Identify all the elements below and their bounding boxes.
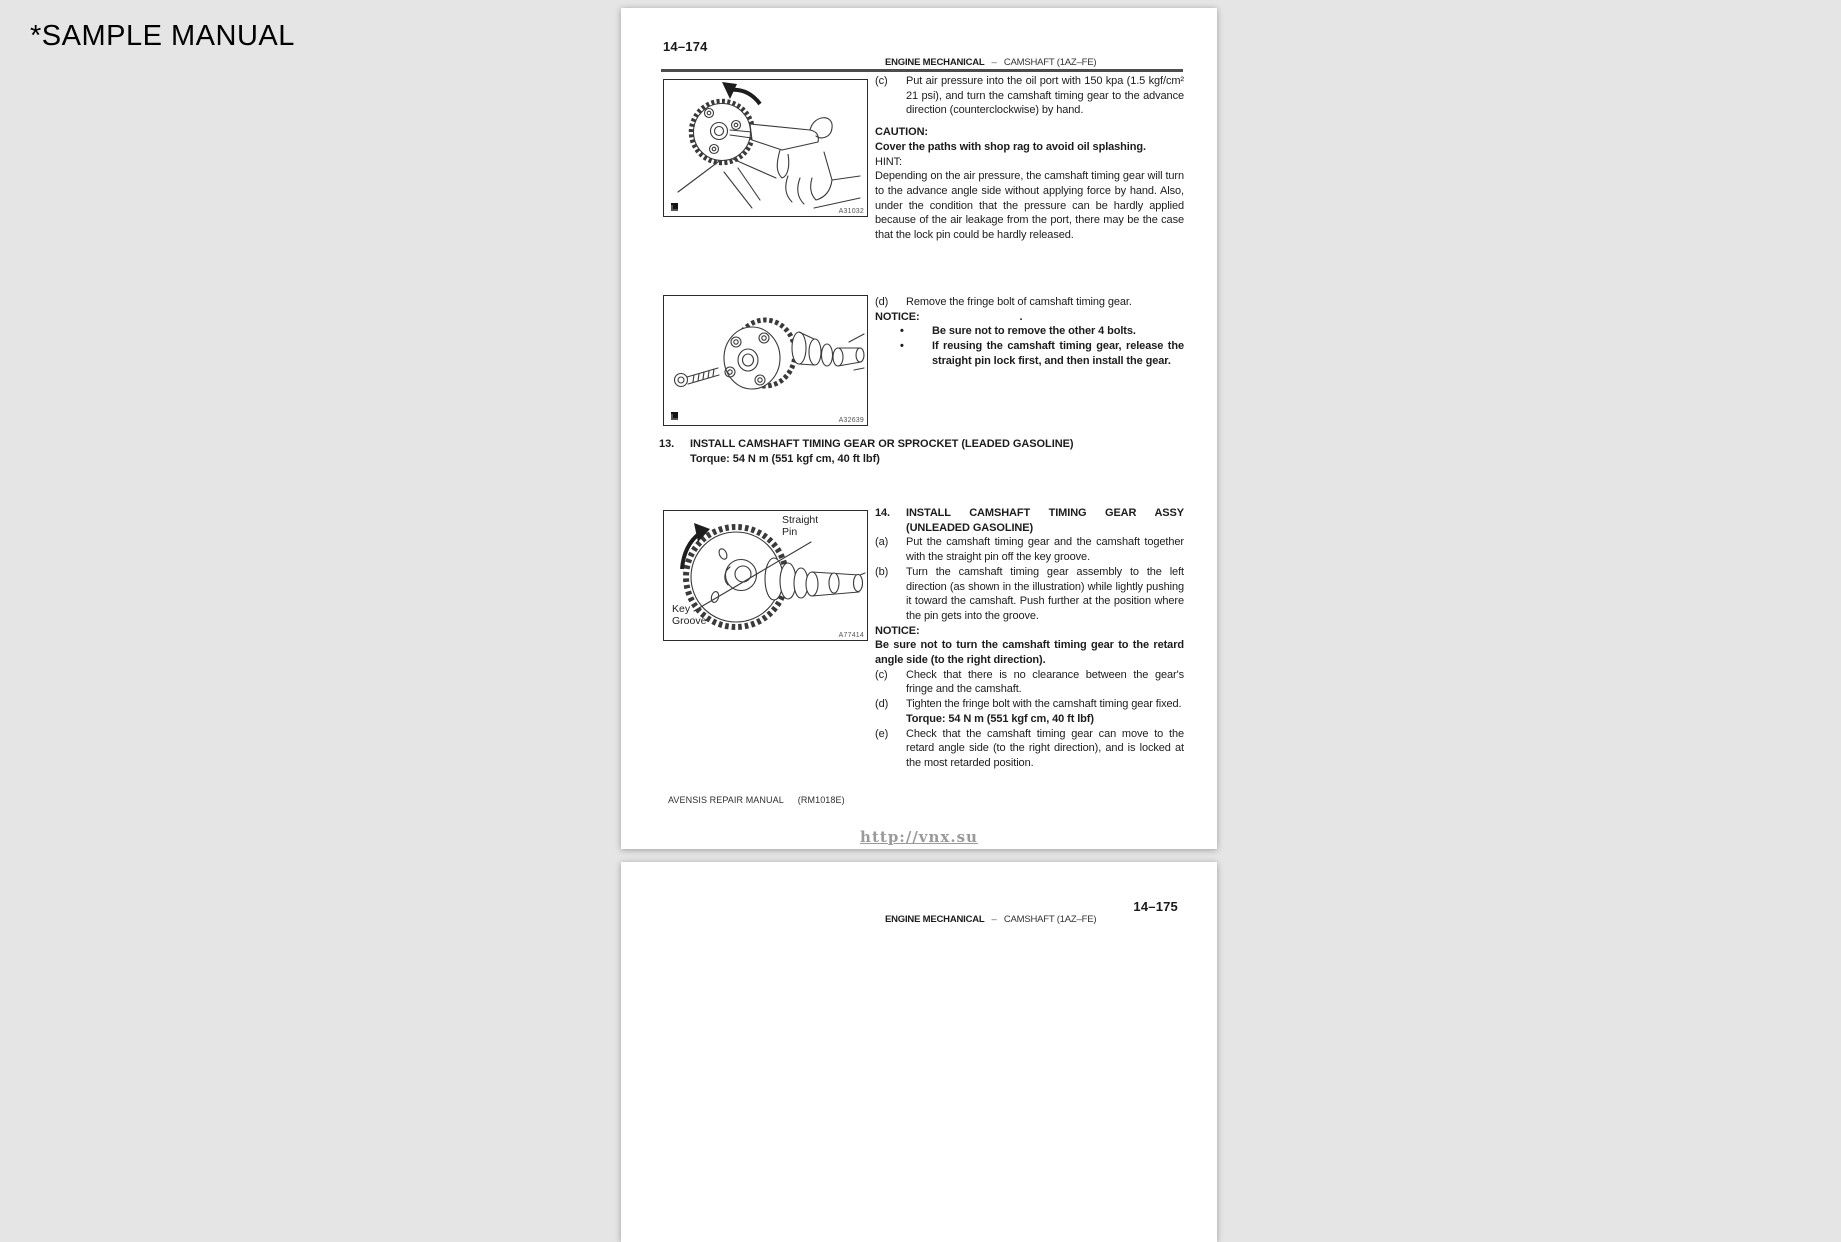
key-groove-label-line2: Groove — [672, 615, 707, 627]
footer-manual-code: (RM1018E) — [797, 795, 845, 805]
step-13 — [659, 437, 1190, 466]
item-text: Put air pressure into the oil port with 150 kpa (1.5 kgf/cm² 21 psi), and turn the camshaft timing gear to the advance direction (counterclockwise) by hand. — [906, 75, 1184, 117]
figure-stamp-icon — [671, 412, 678, 420]
step-number: 13. — [659, 438, 675, 450]
item-label: (a) — [875, 536, 889, 549]
manual-page-14-174 — [621, 8, 1217, 849]
caution-label: CAUTION: — [875, 126, 928, 139]
key-groove-label — [672, 603, 706, 627]
figure-reference: A31032 — [838, 208, 864, 215]
chapter-header — [885, 57, 1096, 68]
footer-manual-title: AVENSIS REPAIR MANUAL — [668, 795, 784, 805]
chapter-subsection: CAMSHAFT (1AZ–FE) — [1003, 57, 1097, 68]
item-label: (e) — [875, 727, 889, 740]
figure-timing-gear-exploded — [663, 295, 868, 426]
step-title: INSTALL CAMSHAFT TIMING GEAR OR SPROCKET (LEADED GASOLINE) — [690, 438, 1074, 450]
page-number: 14–174 — [663, 39, 708, 54]
item-torque: Torque: 54 N m (551 kgf cm, 40 ft lbf) — [906, 712, 1094, 725]
straight-pin-label-line2: Pin — [782, 526, 798, 538]
timing-gear-exploded-illustration — [664, 296, 865, 423]
page-footer — [668, 795, 845, 805]
item-text: Tighten the fringe bolt with the camshaft timing gear fixed. — [906, 698, 1182, 711]
item-label: (d) — [875, 296, 889, 308]
bullet-text: Be sure not to remove the other 4 bolts. — [932, 325, 1136, 338]
step-number: 14. — [875, 507, 890, 519]
item-label: (c) — [875, 668, 888, 681]
item-text: Check that there is no clearance between the gear's fringe and the camshaft. — [906, 668, 1184, 696]
caution-text: Cover the paths with shop rag to avoid oil splashing. — [875, 140, 1146, 153]
air-gun-on-gear-illustration — [664, 80, 865, 214]
sample-manual-label: *SAMPLE MANUAL — [30, 20, 295, 52]
straight-pin-label-line1: Straight — [782, 514, 819, 526]
bullet-icon: • — [900, 340, 904, 353]
item-text: Put the camshaft timing gear and the camshaft together with the straight pin off the key groove. — [906, 536, 1184, 564]
straight-pin-label — [782, 514, 818, 538]
notice-label: NOTICE: — [875, 310, 920, 323]
item-label: (d) — [875, 698, 889, 711]
item-label: (b) — [875, 565, 889, 578]
figure-air-pressure — [663, 79, 868, 217]
stray-dot: . — [1019, 310, 1023, 323]
figure-reference: A77414 — [838, 632, 864, 639]
section-d-text — [875, 295, 1184, 369]
figure-straight-pin-key-groove — [663, 510, 868, 641]
item-text: Check that the camshaft timing gear can move to the retard angle side (to the right direction), and is locked at the most retarded position. — [906, 727, 1184, 769]
bullet-text: If reusing the camshaft timing gear, release the straight pin lock first, and then install the gear. — [932, 340, 1184, 367]
step-torque: Torque: 54 N m (551 kgf cm, 40 ft lbf) — [690, 452, 880, 465]
notice-text: Be sure not to turn the camshaft timing gear to the retard angle side (to the right direction). — [875, 639, 1184, 667]
figure-reference: A32639 — [838, 417, 864, 424]
item-text: Remove the fringe bolt of camshaft timing gear. — [906, 296, 1132, 308]
manual-page-14-175 — [621, 862, 1217, 1242]
chapter-header — [885, 914, 1096, 925]
chapter-separator: – — [991, 57, 997, 68]
item-label: (c) — [875, 75, 888, 87]
site-watermark: http://vnx.su — [860, 828, 978, 846]
step-14-text — [875, 506, 1184, 771]
header-rule — [661, 69, 1183, 72]
hint-label: HINT: — [875, 155, 903, 168]
figure-stamp-icon — [671, 203, 678, 211]
key-groove-label-line1: Key — [672, 603, 691, 615]
chapter-subsection: CAMSHAFT (1AZ–FE) — [1003, 914, 1097, 925]
chapter-section: ENGINE MECHANICAL — [885, 914, 985, 925]
chapter-separator: – — [991, 914, 997, 925]
notice-label: NOTICE: — [875, 624, 920, 637]
chapter-section: ENGINE MECHANICAL — [885, 57, 985, 68]
step-title: INSTALL CAMSHAFT TIMING GEAR ASSY (UNLEADED GASOLINE) — [906, 507, 1184, 534]
page-number: 14–175 — [1133, 899, 1178, 914]
section-c-text — [875, 74, 1184, 243]
item-text: Turn the camshaft timing gear assembly to the left direction (as shown in the illustration) while lightly pushing it toward the camshaft. Push further at the position where the pin gets into the groove. — [906, 565, 1184, 622]
hint-text: Depending on the air pressure, the camshaft timing gear will turn to the advance angle side without applying force by hand. Also, under the condition that the pressure can be hardly applied because of the air leakage from the port, there may be the case that the lock pin could be hardly released. — [875, 170, 1184, 242]
bullet-icon: • — [900, 325, 904, 338]
